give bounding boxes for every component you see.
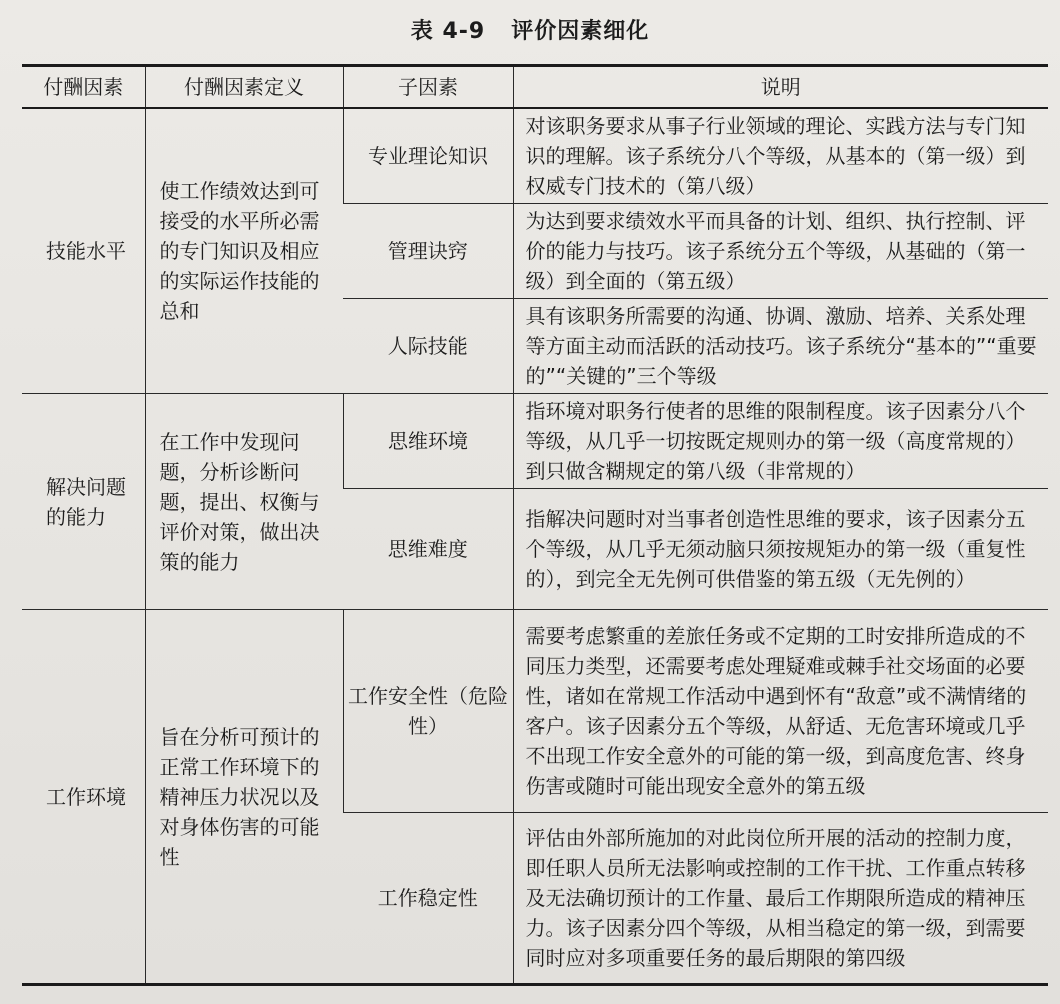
subfactor-cell: 管理诀窍 [387, 239, 468, 263]
description-cell: 具有该职务所需要的沟通、协调、激励、培养、关系处理等方面主动而活跃的活动技巧。该子系统分“基本的”“重要的”“关键的”三个等级 [513, 299, 1048, 394]
subfactor-cell: 思维环境 [343, 394, 513, 489]
subfactor-cell: 工作稳定性 [377, 886, 478, 910]
description-cell: 评估由外部所施加的对此岗位所开展的活动的控制力度，即任职人员所无法影响或控制的工作干扰、工作重点转移及无法确切预计的工作量、最后工作期限所造成的精神压力。该子因素分四个等级，从相当稳定的第一级，到需要同时应对多项重要任务的最后期限的第四级 [513, 813, 1048, 985]
description-cell: 为达到要求绩效水平而具备的计划、组织、执行控制、评价的能力与技巧。该子系统分五个等级，从基础的（第一级）到全面的（第五级） [513, 204, 1048, 299]
description-cell: 指解决问题时对当事者创造性思维的要求，该子因素分五个等级，从几乎无须动脑只须按规矩办的第一级（重复性的），到完全无先例可供借鉴的第五级（无先例的） [513, 489, 1048, 610]
factor-cell: 解决问题的能力 [46, 474, 126, 529]
table-caption [0, 14, 1060, 45]
table-row [22, 108, 1048, 204]
table-title: 评价因素细化 [511, 19, 650, 44]
table-header-row [22, 66, 1048, 109]
factor-cell: 工作环境 [46, 784, 126, 809]
table-row [22, 610, 1048, 813]
definition-cell: 旨在分析可预计的正常工作环境下的精神压力状况以及对身体伤害的可能性 [145, 610, 343, 985]
subfactor-cell: 工作安全性（危险性） [343, 610, 513, 813]
description-cell: 对该职务要求从事子行业领域的理论、实践方法与专门知识的理解。该子系统分八个等级，从基本的（第一级）到权威专门技术的（第八级） [513, 108, 1048, 204]
definition-cell: 在工作中发现问题，分析诊断问题，提出、权衡与评价对策，做出决策的能力 [145, 394, 343, 610]
factor-cell: 技能水平 [46, 239, 126, 263]
header-subfactor: 子因素 [343, 66, 513, 109]
table-row [22, 394, 1048, 489]
header-factor: 付酬因素 [43, 75, 124, 99]
subfactor-cell: 人际技能 [387, 334, 468, 358]
header-definition: 付酬因素定义 [145, 66, 343, 109]
definition-cell: 使工作绩效达到可接受的水平所必需的专门知识及相应的实际运作技能的总和 [145, 108, 343, 394]
evaluation-factor-table [22, 64, 1048, 986]
description-cell: 指环境对职务行使者的思维的限制程度。该子因素分八个等级，从几乎一切按既定规则办的第一级（高度常规的）到只做含糊规定的第八级（非常规的） [513, 394, 1048, 489]
subfactor-cell: 专业理论知识 [343, 108, 513, 204]
description-cell: 需要考虑繁重的差旅任务或不定期的工时安排所造成的不同压力类型，还需要考虑处理疑难或棘手社交场面的必要性，诸如在常规工作活动中遇到怀有“敌意”或不满情绪的客户。该子因素分五个等级，从舒适、无危害环境或几乎不出现工作安全意外的可能的第一级，到高度危害、终身伤害或随时可能出现安全意外的第五级 [513, 610, 1048, 813]
header-description: 说明 [513, 66, 1048, 109]
subfactor-cell: 思维难度 [387, 537, 468, 561]
table-number: 表 4-9 [410, 19, 486, 44]
